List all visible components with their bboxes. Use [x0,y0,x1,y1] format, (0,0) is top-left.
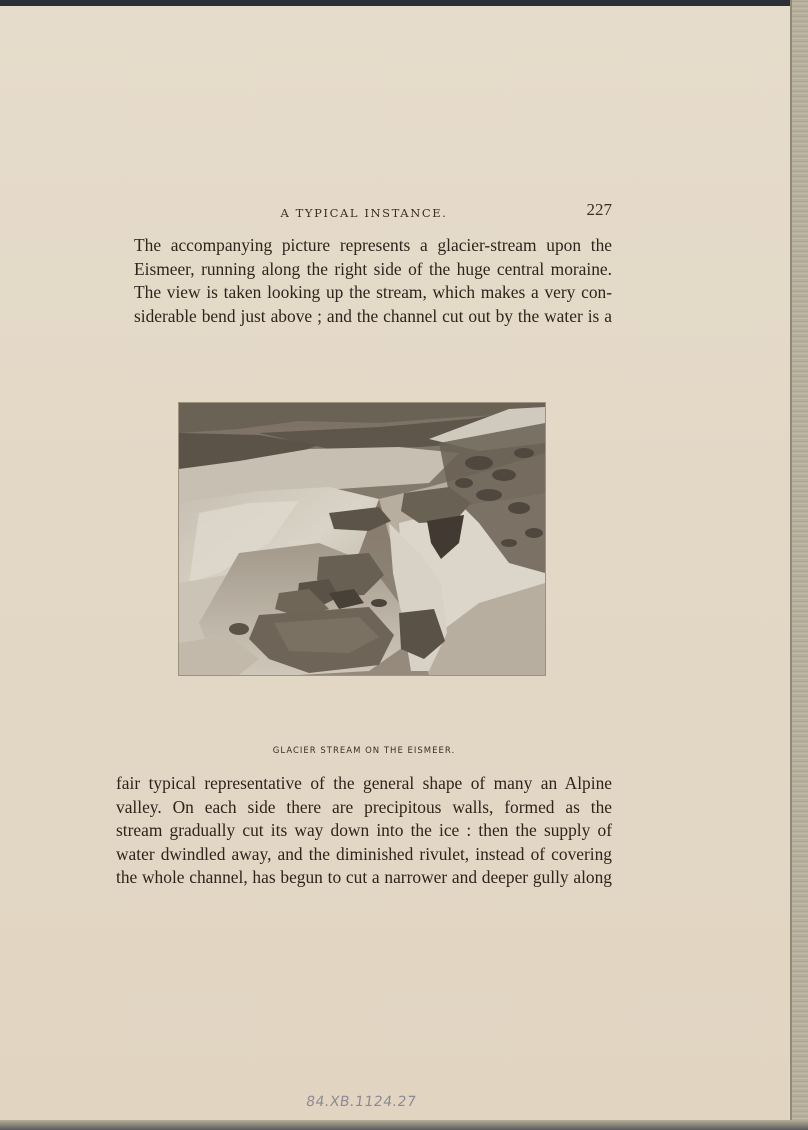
text-line: siderable bend just above ; and the channel cut out by the water is a [134,305,612,326]
text-line: stream gradually cut its way down into the ice : then the supply of [116,820,612,841]
photograph-image [179,403,545,675]
paragraph-2 [116,772,612,890]
text-line: The view is taken looking up the stream, which makes a very con- [134,282,612,303]
text-line: water dwindled away, and the diminished rivulet, instead of covering [116,843,612,864]
text-line: The accompanying picture represents a glacier-stream upon the [134,235,612,255]
page-edge-stack [790,0,808,1130]
accession-number: 84.XB.1124.27 [304,1094,418,1110]
text-line: fair typical representative of the general shape of many an Alpine [116,773,612,793]
text-line: the whole channel, has begun to cut a narrower and deeper gully along [116,867,612,888]
figure-caption: GLACIER STREAM ON THE EISMEER. [272,746,456,756]
text-line: valley. On each side there are precipitous walls, formed as the [116,796,612,817]
paragraph-1 [116,234,612,328]
running-head [116,200,612,224]
glacier-stream-photograph [178,402,546,676]
bottom-page-edge [0,1120,808,1130]
text-line: Eismeer, running along the right side of the huge central moraine. [134,258,612,279]
running-title: A TYPICAL INSTANCE. [280,206,448,220]
page-number: 227 [586,200,612,219]
